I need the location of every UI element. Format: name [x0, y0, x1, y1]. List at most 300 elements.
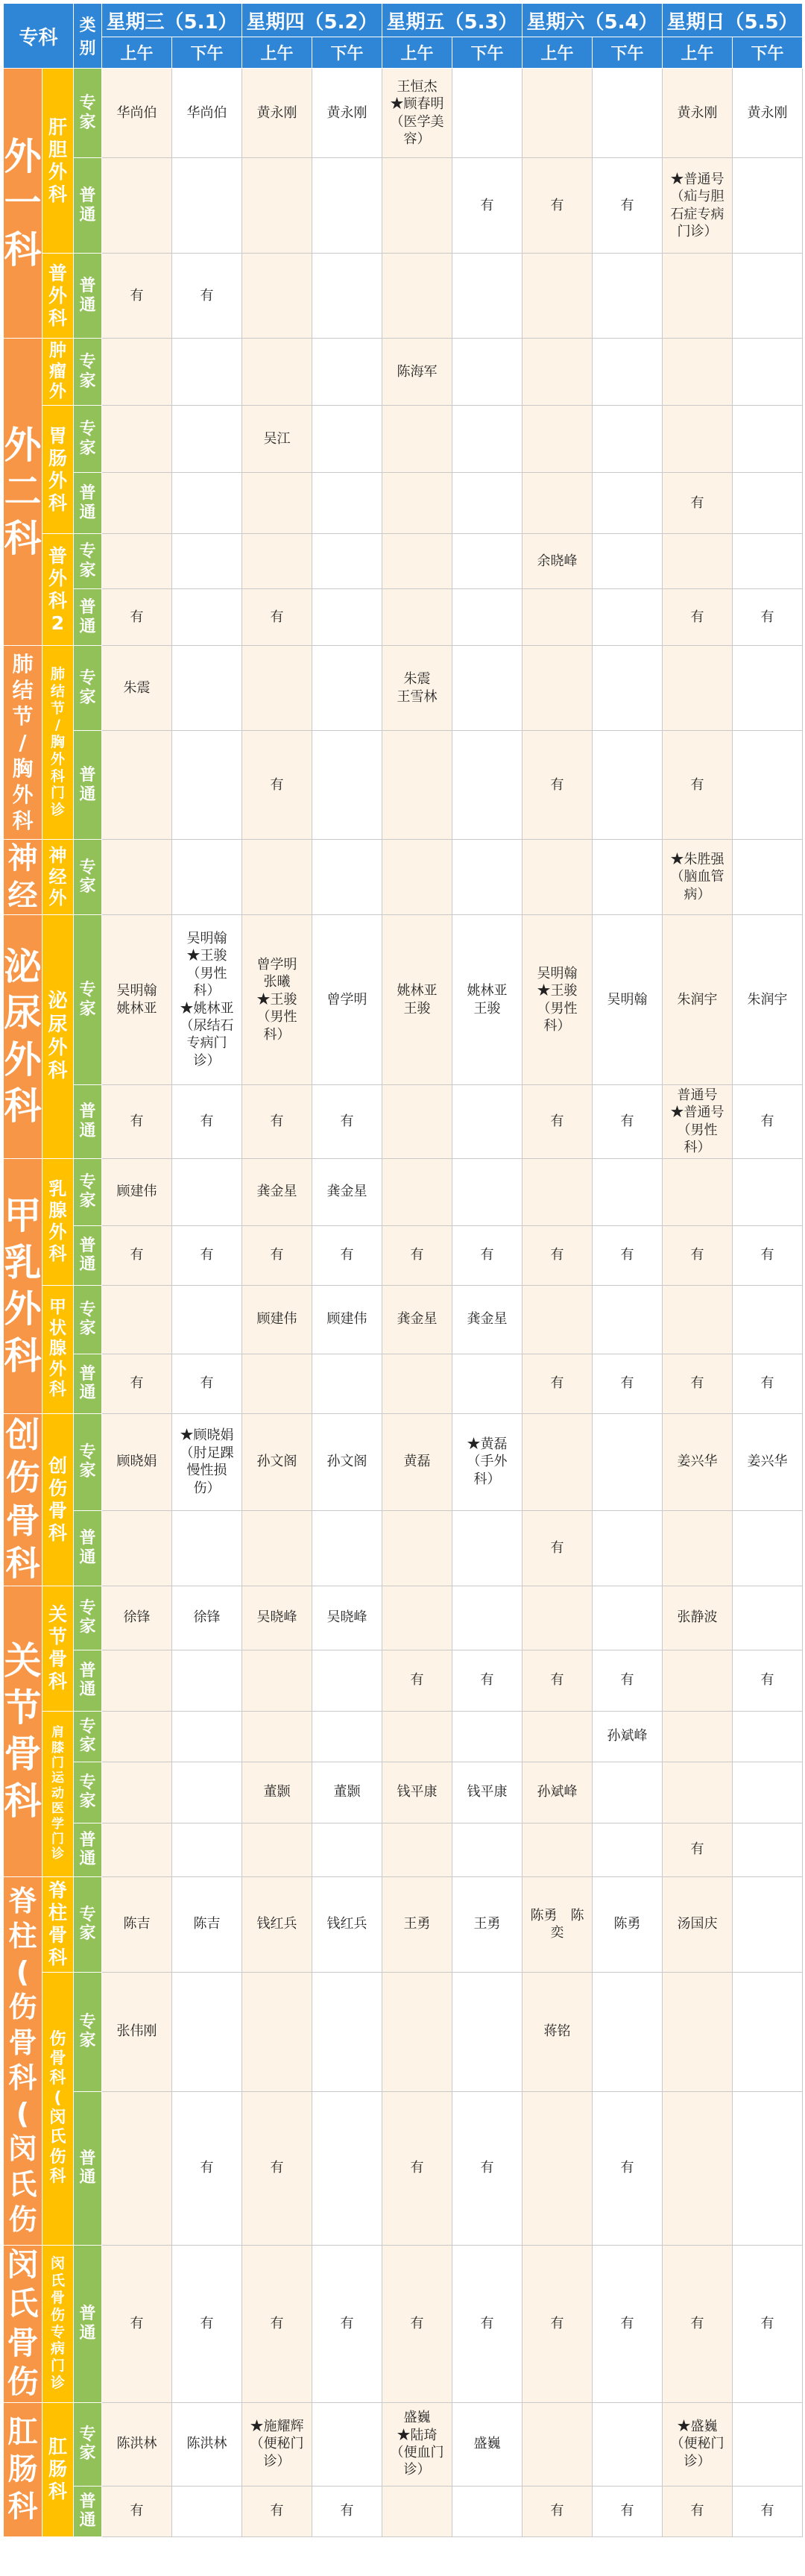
- schedule-cell-pm: [172, 589, 242, 646]
- department-label: [4, 69, 42, 339]
- schedule-cell-pm: [593, 339, 663, 406]
- department-label: [4, 840, 42, 915]
- clinic-type-label: [74, 158, 102, 254]
- schedule-cell-am: [102, 1510, 172, 1586]
- schedule-cell-am: [663, 1972, 733, 2091]
- clinic-type-text: 专 家: [79, 1717, 96, 1756]
- schedule-cell-pm: 孙斌峰: [593, 1711, 663, 1762]
- schedule-cell-pm: 有: [452, 2245, 523, 2402]
- schedule-cell-pm: [172, 840, 242, 915]
- table-row: [4, 2402, 803, 2486]
- schedule-cell-am: 有: [102, 2486, 172, 2536]
- schedule-cell-am: [382, 1085, 452, 1159]
- clinic-type-label: [74, 254, 102, 339]
- department-name: 泌 尿 外 科: [4, 944, 42, 1128]
- schedule-cell-pm: [312, 840, 382, 915]
- schedule-cell-pm: [733, 840, 803, 915]
- clinic-type-text: 专 家: [79, 1172, 96, 1211]
- schedule-cell-am: [242, 339, 312, 406]
- table-row: [4, 589, 803, 646]
- schedule-cell-am: [242, 534, 312, 589]
- department-label: [4, 646, 42, 840]
- schedule-cell-am: [102, 2091, 172, 2245]
- schedule-cell-am: 徐锋: [102, 1586, 172, 1650]
- schedule-cell-pm: 王勇: [452, 1876, 523, 1972]
- schedule-cell-pm: [452, 1085, 523, 1159]
- schedule-cell-pm: [593, 1586, 663, 1650]
- schedule-cell-am: 吴江: [242, 406, 312, 473]
- subdepartment-label: [42, 2245, 74, 2402]
- table-row: [4, 1510, 803, 1586]
- schedule-cell-am: [242, 1354, 312, 1413]
- schedule-cell-pm: ★黄磊 （手外 科）: [452, 1413, 523, 1510]
- schedule-cell-pm: [452, 1586, 523, 1650]
- schedule-cell-pm: 有: [452, 1650, 523, 1711]
- schedule-cell-pm: 有: [593, 2486, 663, 2536]
- clinic-type-label: [74, 731, 102, 840]
- schedule-cell-pm: 有: [172, 2245, 242, 2402]
- schedule-cell-am: 顾晓娟: [102, 1413, 172, 1510]
- schedule-cell-am: [663, 339, 733, 406]
- subdepartment-name: 脊 柱 骨 科: [48, 1879, 68, 1969]
- schedule-cell-pm: [312, 158, 382, 254]
- schedule-cell-pm: [312, 1354, 382, 1413]
- clinic-type-label: [74, 915, 102, 1085]
- schedule-cell-am: 有: [523, 158, 593, 254]
- schedule-cell-am: 有: [663, 1354, 733, 1413]
- clinic-type-text: 普 通: [79, 1102, 96, 1140]
- subdepartment-label: [42, 69, 74, 254]
- schedule-cell-am: 王勇: [382, 1876, 452, 1972]
- header-day-3: 星期五（5.3）: [382, 4, 523, 37]
- schedule-cell-pm: [452, 473, 523, 534]
- schedule-cell-am: [663, 1762, 733, 1823]
- clinic-type-text: 普 通: [79, 186, 96, 224]
- subdepartment-name: 胃 肠 外 科: [48, 424, 68, 514]
- schedule-cell-pm: [593, 1823, 663, 1876]
- department-label: [4, 1413, 42, 1586]
- schedule-cell-am: [242, 1510, 312, 1586]
- schedule-cell-pm: 有: [733, 2486, 803, 2536]
- schedule-cell-am: 有: [663, 2486, 733, 2536]
- schedule-cell-pm: 有: [452, 1225, 523, 1285]
- schedule-cell-am: 有: [523, 1225, 593, 1285]
- header-specialty: 专科: [4, 4, 74, 69]
- table-row: [4, 254, 803, 339]
- clinic-type-text: 专 家: [79, 1905, 96, 1944]
- table-row: [4, 473, 803, 534]
- schedule-cell-pm: [733, 1823, 803, 1876]
- header-row-days: [4, 4, 803, 37]
- table-row: [4, 1225, 803, 1285]
- clinic-type-label: [74, 1876, 102, 1972]
- schedule-cell-am: [523, 339, 593, 406]
- header-pm: 下午: [312, 37, 382, 69]
- header-category-label: 类别: [79, 16, 96, 58]
- schedule-cell-pm: 龚金星: [452, 1285, 523, 1354]
- schedule-cell-am: 有: [102, 1354, 172, 1413]
- clinic-type-label: [74, 1413, 102, 1510]
- schedule-cell-pm: [733, 406, 803, 473]
- schedule-cell-am: 黄磊: [382, 1413, 452, 1510]
- schedule-cell-am: [523, 1586, 593, 1650]
- table-row: [4, 1876, 803, 1972]
- schedule-cell-am: 黄永刚: [242, 69, 312, 158]
- schedule-cell-pm: [312, 2091, 382, 2245]
- schedule-cell-am: 盛巍 ★陆琦 （便血门 诊）: [382, 2402, 452, 2486]
- schedule-cell-am: [523, 1158, 593, 1225]
- schedule-cell-pm: 有: [593, 158, 663, 254]
- schedule-cell-pm: [593, 406, 663, 473]
- schedule-cell-pm: [733, 158, 803, 254]
- department-label: [4, 1586, 42, 1876]
- header-am: 上午: [102, 37, 172, 69]
- schedule-cell-pm: [593, 1762, 663, 1823]
- subdepartment-name: 肝 胆 外 科: [48, 116, 68, 205]
- schedule-cell-pm: [172, 1650, 242, 1711]
- clinic-type-label: [74, 2245, 102, 2402]
- schedule-cell-pm: [593, 646, 663, 731]
- schedule-cell-pm: 吴晓峰: [312, 1586, 382, 1650]
- schedule-cell-pm: [172, 1823, 242, 1876]
- schedule-cell-pm: [172, 1762, 242, 1823]
- schedule-cell-pm: [312, 589, 382, 646]
- schedule-cell-am: 陈洪林: [102, 2402, 172, 2486]
- schedule-cell-am: [382, 406, 452, 473]
- schedule-cell-am: [523, 406, 593, 473]
- schedule-cell-am: [242, 1650, 312, 1711]
- schedule-cell-am: [242, 840, 312, 915]
- table-row: [4, 2091, 803, 2245]
- schedule-cell-pm: [312, 473, 382, 534]
- table-row: [4, 158, 803, 254]
- schedule-cell-pm: 钱平康: [452, 1762, 523, 1823]
- schedule-cell-pm: [312, 1823, 382, 1876]
- schedule-cell-am: 有: [663, 2245, 733, 2402]
- clinic-type-label: [74, 2486, 102, 2536]
- schedule-cell-pm: 有: [733, 1225, 803, 1285]
- schedule-cell-pm: [172, 473, 242, 534]
- schedule-cell-am: [663, 1711, 733, 1762]
- schedule-cell-am: [382, 254, 452, 339]
- clinic-type-text: 专 家: [79, 1300, 96, 1339]
- schedule-cell-pm: [452, 840, 523, 915]
- schedule-cell-pm: [452, 406, 523, 473]
- clinic-type-text: 普 通: [79, 1830, 96, 1869]
- clinic-type-label: [74, 339, 102, 406]
- subdepartment-label: [42, 1711, 74, 1876]
- schedule-cell-pm: [312, 406, 382, 473]
- schedule-cell-am: 蒋铭: [523, 1972, 593, 2091]
- clinic-type-label: [74, 840, 102, 915]
- schedule-cell-am: 陈勇 陈 奕: [523, 1876, 593, 1972]
- schedule-cell-am: [523, 1823, 593, 1876]
- schedule-cell-am: 有: [242, 589, 312, 646]
- schedule-cell-pm: [172, 339, 242, 406]
- schedule-cell-am: [102, 1285, 172, 1354]
- schedule-cell-pm: [452, 1354, 523, 1413]
- schedule-cell-am: 有: [382, 2091, 452, 2245]
- clinic-type-label: [74, 1354, 102, 1413]
- department-label: [4, 915, 42, 1159]
- schedule-cell-am: 有: [242, 1085, 312, 1159]
- header-am: 上午: [663, 37, 733, 69]
- clinic-type-text: 专 家: [79, 420, 96, 458]
- schedule-cell-am: 有: [523, 1354, 593, 1413]
- schedule-cell-am: [663, 1158, 733, 1225]
- clinic-type-label: [74, 2091, 102, 2245]
- schedule-cell-am: 陈吉: [102, 1876, 172, 1972]
- schedule-cell-am: [382, 1823, 452, 1876]
- schedule-cell-am: [242, 1711, 312, 1762]
- schedule-cell-am: [102, 840, 172, 915]
- clinic-type-text: 专 家: [79, 981, 96, 1019]
- schedule-cell-am: [382, 1972, 452, 2091]
- header-category: [74, 4, 102, 69]
- schedule-cell-pm: 陈洪林: [172, 2402, 242, 2486]
- schedule-cell-am: 曾学明 张曦 ★王骏 （男性 科）: [242, 915, 312, 1085]
- subdepartment-name: 闵 氏 骨 伤 专 病 门 诊: [51, 2255, 66, 2391]
- schedule-cell-am: [102, 534, 172, 589]
- schedule-cell-pm: [452, 731, 523, 840]
- schedule-cell-pm: [452, 254, 523, 339]
- schedule-cell-pm: [452, 1823, 523, 1876]
- schedule-cell-am: 孙斌峰: [523, 1762, 593, 1823]
- department-name: 肺 结 节 / 胸 外 科: [12, 652, 34, 833]
- clinic-type-label: [74, 1225, 102, 1285]
- header-am: 上午: [523, 37, 593, 69]
- schedule-cell-pm: [452, 1972, 523, 2091]
- schedule-cell-am: 余晓峰: [523, 534, 593, 589]
- schedule-cell-am: [102, 339, 172, 406]
- schedule-cell-pm: 有: [593, 1225, 663, 1285]
- header-day-2: 星期四（5.2）: [242, 4, 382, 37]
- table-row: [4, 406, 803, 473]
- schedule-cell-am: [523, 1285, 593, 1354]
- schedule-cell-am: [242, 473, 312, 534]
- schedule-cell-pm: 有: [172, 1354, 242, 1413]
- subdepartment-label: [42, 1413, 74, 1586]
- schedule-cell-pm: 董颢: [312, 1762, 382, 1823]
- schedule-cell-am: 吴明翰 ★王骏 （男性 科）: [523, 915, 593, 1085]
- schedule-cell-am: 汤国庆: [663, 1876, 733, 1972]
- schedule-cell-pm: 有: [312, 2486, 382, 2536]
- schedule-cell-pm: 有: [312, 1085, 382, 1159]
- table-row: [4, 1762, 803, 1823]
- schedule-cell-am: [523, 69, 593, 158]
- schedule-cell-pm: [733, 731, 803, 840]
- table-row: [4, 339, 803, 406]
- schedule-cell-am: ★施耀辉 （便秘门 诊）: [242, 2402, 312, 2486]
- schedule-cell-am: 有: [382, 2245, 452, 2402]
- schedule-cell-pm: [312, 1972, 382, 2091]
- header-day-4: 星期六（5.4）: [523, 4, 663, 37]
- schedule-cell-am: 董颢: [242, 1762, 312, 1823]
- schedule-cell-pm: [593, 731, 663, 840]
- schedule-cell-pm: [733, 534, 803, 589]
- schedule-cell-am: [523, 1413, 593, 1510]
- department-label: [4, 1876, 42, 2245]
- clinic-type-label: [74, 1762, 102, 1823]
- schedule-cell-am: [523, 1711, 593, 1762]
- department-label: [4, 2245, 42, 2402]
- schedule-cell-pm: [452, 1711, 523, 1762]
- clinic-type-text: 专 家: [79, 353, 96, 391]
- schedule-cell-pm: [172, 158, 242, 254]
- schedule-cell-pm: [312, 731, 382, 840]
- subdepartment-name: 普 外 科: [48, 262, 68, 329]
- subdepartment-name: 关 节 骨 科: [48, 1603, 68, 1693]
- header-pm: 下午: [733, 37, 803, 69]
- schedule-cell-am: 有: [523, 1510, 593, 1586]
- schedule-cell-am: 有: [382, 1650, 452, 1711]
- schedule-cell-am: 有: [242, 731, 312, 840]
- schedule-cell-am: 有: [663, 1823, 733, 1876]
- schedule-cell-pm: [172, 1285, 242, 1354]
- department-name: 脊 柱 ( 伤 骨 科 ( 闵 氏 伤: [8, 1884, 37, 2237]
- schedule-cell-pm: 有: [733, 1085, 803, 1159]
- schedule-cell-am: 有: [242, 2245, 312, 2402]
- schedule-cell-pm: 陈吉: [172, 1876, 242, 1972]
- schedule-cell-pm: [593, 1413, 663, 1510]
- clinic-type-text: 专 家: [79, 858, 96, 896]
- schedule-cell-am: 黄永刚: [663, 69, 733, 158]
- schedule-cell-am: 朱润宇: [663, 915, 733, 1085]
- schedule-cell-pm: [733, 1285, 803, 1354]
- clinic-type-text: 专 家: [79, 94, 96, 132]
- clinic-type-label: [74, 589, 102, 646]
- schedule-cell-am: 有: [663, 473, 733, 534]
- schedule-cell-am: 有: [523, 2245, 593, 2402]
- subdepartment-label: [42, 1158, 74, 1285]
- schedule-cell-am: [382, 2486, 452, 2536]
- schedule-cell-am: 有: [102, 1225, 172, 1285]
- schedule-cell-pm: 有: [312, 2245, 382, 2402]
- schedule-cell-am: [102, 473, 172, 534]
- subdepartment-label: [42, 915, 74, 1159]
- schedule-cell-pm: [733, 1510, 803, 1586]
- department-label: [4, 1158, 42, 1413]
- clinic-type-text: 普 通: [79, 2149, 96, 2187]
- clinic-type-text: 专 家: [79, 542, 96, 580]
- subdepartment-label: [42, 339, 74, 406]
- schedule-cell-pm: 有: [593, 2091, 663, 2245]
- schedule-cell-pm: 吴明翰 ★王骏 （男性 科） ★姚林亚 （尿结石 专病门 诊）: [172, 915, 242, 1085]
- schedule-cell-pm: 曾学明: [312, 915, 382, 1085]
- schedule-cell-pm: 有: [593, 1354, 663, 1413]
- schedule-cell-pm: 有: [733, 1354, 803, 1413]
- schedule-cell-am: [102, 1823, 172, 1876]
- schedule-cell-pm: 有: [312, 1225, 382, 1285]
- schedule-cell-am: 有: [663, 589, 733, 646]
- schedule-cell-am: 有: [523, 1650, 593, 1711]
- subdepartment-label: [42, 1876, 74, 1972]
- clinic-type-text: 专 家: [79, 2012, 96, 2051]
- subdepartment-name: 肿 瘤 外: [49, 341, 66, 402]
- table-row: [4, 840, 803, 915]
- schedule-cell-am: [382, 840, 452, 915]
- schedule-cell-pm: 有: [172, 2091, 242, 2245]
- schedule-cell-am: [382, 158, 452, 254]
- schedule-cell-am: [382, 589, 452, 646]
- schedule-cell-am: 华尚伯: [102, 69, 172, 158]
- schedule-cell-pm: [312, 646, 382, 731]
- schedule-cell-am: [523, 840, 593, 915]
- schedule-cell-am: 孙文阁: [242, 1413, 312, 1510]
- schedule-cell-pm: [172, 731, 242, 840]
- clinic-type-label: [74, 1972, 102, 2091]
- schedule-cell-pm: 有: [593, 1650, 663, 1711]
- schedule-cell-pm: 有: [593, 2245, 663, 2402]
- table-row: [4, 915, 803, 1085]
- schedule-cell-pm: [593, 2402, 663, 2486]
- schedule-cell-am: 钱平康: [382, 1762, 452, 1823]
- schedule-cell-pm: 徐锋: [172, 1586, 242, 1650]
- schedule-cell-pm: [172, 1972, 242, 2091]
- header-pm: 下午: [172, 37, 242, 69]
- schedule-cell-pm: 有: [172, 1225, 242, 1285]
- subdepartment-label: [42, 254, 74, 339]
- department-name: 创 伤 骨 科: [5, 1414, 40, 1584]
- schedule-cell-pm: [172, 406, 242, 473]
- schedule-cell-am: ★盛巍 （便秘门 诊）: [663, 2402, 733, 2486]
- schedule-cell-pm: [452, 1510, 523, 1586]
- subdepartment-label: [42, 406, 74, 534]
- table-row: [4, 1823, 803, 1876]
- subdepartment-label: [42, 1972, 74, 2245]
- department-label: [4, 2402, 42, 2536]
- schedule-cell-am: 有: [523, 2486, 593, 2536]
- clinic-type-label: [74, 534, 102, 589]
- schedule-cell-pm: [733, 473, 803, 534]
- schedule-cell-pm: [452, 1158, 523, 1225]
- schedule-cell-pm: [312, 254, 382, 339]
- schedule-cell-pm: 孙文阁: [312, 1413, 382, 1510]
- department-name: 闵 氏 骨 伤: [7, 2246, 39, 2401]
- schedule-cell-am: [523, 473, 593, 534]
- schedule-cell-pm: [172, 646, 242, 731]
- schedule-cell-am: [102, 406, 172, 473]
- schedule-cell-am: 姚林亚 王骏: [382, 915, 452, 1085]
- schedule-cell-pm: [733, 1586, 803, 1650]
- schedule-cell-am: 张伟刚: [102, 1972, 172, 2091]
- schedule-cell-pm: 朱润宇: [733, 915, 803, 1085]
- department-name: 肛 肠 科: [7, 2415, 38, 2525]
- schedule-cell-am: [382, 1510, 452, 1586]
- schedule-cell-pm: [733, 1711, 803, 1762]
- schedule-cell-pm: [452, 69, 523, 158]
- table-row: [4, 1413, 803, 1510]
- schedule-cell-am: 有: [382, 1225, 452, 1285]
- schedule-cell-am: 王恒杰 ★顾春明 （医学美 容）: [382, 69, 452, 158]
- department-name: 神 经: [7, 841, 38, 913]
- schedule-cell-am: ★普通号 （疝与胆 石症专病 门诊）: [663, 158, 733, 254]
- schedule-cell-pm: [172, 2486, 242, 2536]
- schedule-cell-pm: 陈勇: [593, 1876, 663, 1972]
- table-row: [4, 1711, 803, 1762]
- schedule-cell-pm: 有: [733, 1650, 803, 1711]
- schedule-cell-pm: [172, 1711, 242, 1762]
- clinic-type-text: 专 家: [79, 1442, 96, 1481]
- schedule-cell-pm: ★顾晓娟 （肘足踝 慢性损 伤）: [172, 1413, 242, 1510]
- schedule-cell-am: [242, 1823, 312, 1876]
- clinic-type-label: [74, 1650, 102, 1711]
- table-row: [4, 1285, 803, 1354]
- schedule-cell-am: [382, 1586, 452, 1650]
- schedule-cell-pm: [593, 534, 663, 589]
- table-row: [4, 1354, 803, 1413]
- schedule-cell-pm: [593, 840, 663, 915]
